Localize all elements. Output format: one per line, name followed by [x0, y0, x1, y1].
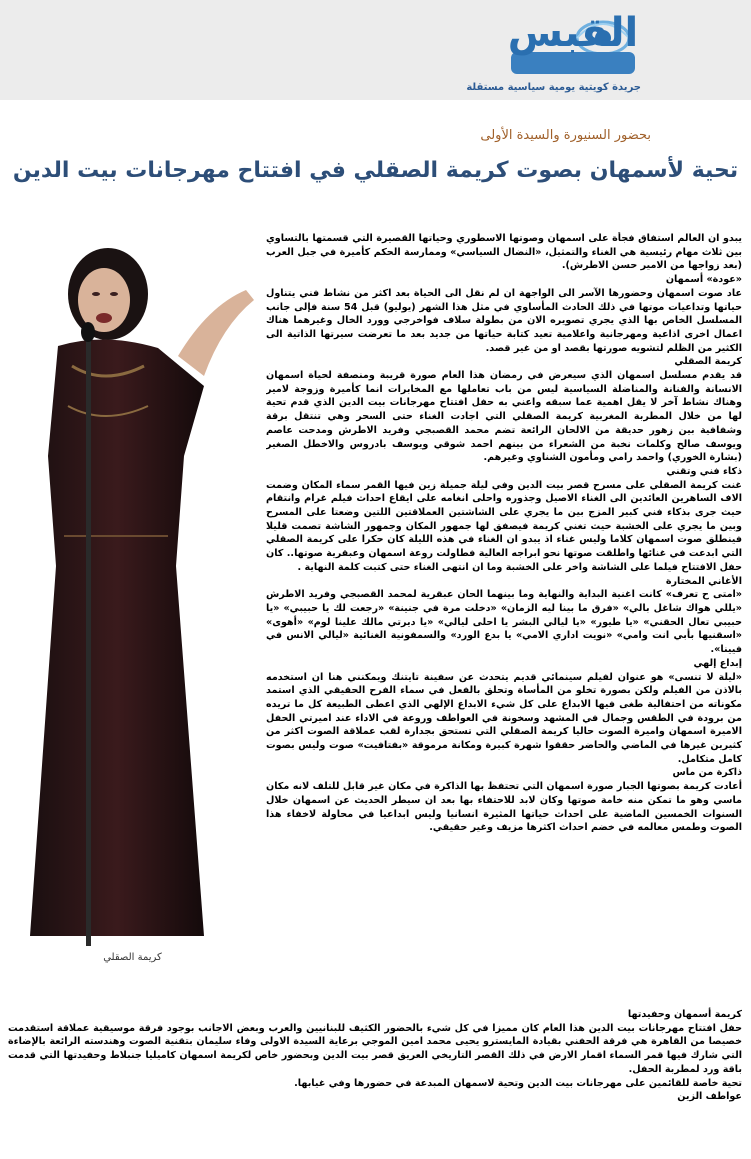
article-paragraph: تحية خاصة للقائمين على مهرجانات بيت الدين وتحية لاسمهان المبدعة في حضورها وفي غيابها.	[294, 1077, 742, 1089]
article-paragraph: غنت كريمة الصقلي على مسرح قصر بيت الدين وفي ليلة جميلة زين فيها القمر سماء المكان وضمت الاف الساهرين العائدين الى الغناء الاصيل وجذوره واحلى انغامه على ايقاع احداث فيلم غرام وانتقام حيث جرى بذكاء فني كبير المزج بين ما يجري على الشاشتين العملاقتين اللتين وضعتا على المسرح وبين ما يجري على الخشبة حيث تغني كريمة فيصفق لها جمهور المكان وجمهور الشاشة تصمت قليلا فينطلق صوت اسمهان كلاما وليس غناء اذ يبدو ان الغناء في هذه الليلة كان حكرا على كريمة الصقلي التي ابدعت في غنائها واطلقت صوتها نحو ابراجه العالية فطاولت روعة اسمهان وعبقرية صوتها.. كان حفل الافتتاح فيلما على الشاشة واخر على الخشبة وما ان انتهى الغناء حتى كتبت كلمة النهاية .	[266, 479, 742, 573]
article-paragraph: قد يقدم مسلسل اسمهان الذي سيعرض في رمضان هذا العام صورة قريبة ومنصفة لحياة اسمهان الانسانة والفنانة والمناضلة السياسية ليس من باب تعاملها مع المخابرات انما كأميرة وزوجة لامير وهناك نشاط آخر لا يقل اهمية عما سبقه واعني به حفل افتتاح مهرجانات بيت الدين الذي قدم تحية لها من خلال المطربة المغربية كريمة الصقلي التي اجادت الغناء حتى السحر وهي تنتقل برقة وشفافية بين زهور حديقة من الالحان الرائعة تضم محمد القصبجي وفريد الاطرش ومدحت عاصم ويوسف صالح وكلمات نخبة من الشعراء من بينهم احمد شوقي ويوسف بادروس والاخطل الصغير (بشارة الخوري) واحمد رامي ومأمون الشناوي وغيرهم.	[266, 370, 742, 464]
article-author: عواطف الزين	[677, 1091, 742, 1103]
article-paragraph: «ليلة لا تنسى» هو عنوان لفيلم سينمائي قديم يتحدث عن سفينة تايتنك ويمكنني هنا ان استخدمه بالاذن من الفيلم ولكن بصورة تخلو من المأساة وتحلق بالفعل في سماء الفرح الحقيقي الذي استمد مكوناته من احتفالية طغى فيها الابداع على كل شيء الابداع الإلهي الذي اعطى الطبيعة كل ما تريده من برودة في الطقس وجمال في المشهد وسخونة في العواطف وروعة في الاداء عند اميرتي الحفل الاميرة اسمهان واميرة الصوت حاليا كريمة الصقلي التي تستحق بجدارة لقب عملاقة الصوت اكثر من كثيرين غيرها في الماضي والحاضر حققوا شهرة كبيرة ومكانة مرموقة «بفتافيت» صوت وليس بصوت كامل متكامل.	[266, 671, 742, 765]
article-paragraph: «امتى ح تعرف» كانت اغنية البداية والنهاية وما بينهما الحان عبقرية لمحمد القصبجي وفريد الاطرش «يللي هواك شاغل بالي» «فرق ما بينا ليه الزمان» «دخلت مرة في جنينة» «رجعت لك يا حبيبي» «يا حبيبي تعال الحقني» «يا طيور» «يا ليالي البشر يا احلى ليالي» «يا ديرتي مالك علينا لوم» «أهوى» «اسقنيها بأبي انت وامي» «نويت اداري الامي» يا بدع الورد» والسمفونية الغنائية «ليالي الانس في فيينا».	[266, 589, 742, 656]
section-heading: كريمة أسمهان وحفيدتها	[627, 1009, 742, 1020]
article-paragraph: عاد صوت اسمهان وحضورها الآسر الى الواجهة ان لم نقل الى الحياة بعد اكثر من نشاط فني يتناول حياتها وتداعيات موتها في ذلك الحادث المأساوي في مثل هذا الشهر (يوليو) قبل 54 سنة فإلى جانب المسلسل الخاص بها الذي يجري تصويره الان من بطولة سلاف فواخرجي وورد الخال وغيرهما هناك اعمال اخرى اذاعية ومهرجانية واعلامية تعيد كتابة حياتها من جديد بعد ما تعرضت سيرتها الذاتية الى الكثير من الظلم لتشويه صورتها بقصد او من غير قصد.	[266, 287, 742, 354]
article-body-full-width	[8, 1008, 742, 1104]
singer-figure-icon	[8, 236, 257, 946]
section-heading: كريمة الصقلي	[674, 356, 742, 368]
section-heading: الأغاني المختارة	[665, 575, 742, 587]
article-paragraph: أعادت كريمة بصوتها الجبار صورة اسمهان التي تحتفظ بها الذاكرة في مكان غير قابل للتلف لانه مكان ماسي وهو ما تمكن منه خامة صوتها وكان لابد للاحتفاء بها بعد ان سيطر الحديث عن اسمهان خلال السنوات الخمسين الماضية على احداث حياتها المثيرة انسانيا وليس ابداعيا في محاولة لاخفاء هذا الصوت وطمس معالمه في خضم احداث اكثرها مزيف وغير حقيقي.	[266, 781, 742, 834]
masthead-tagline: جريدة كويتية يومية سياسية مستقلة	[466, 82, 641, 93]
photo-caption: كريمة الصقلي	[103, 952, 162, 963]
logo-wordmark: القبس	[507, 10, 639, 56]
article-body	[266, 232, 742, 1140]
singer-photo	[8, 236, 257, 946]
article-paragraph: يبدو ان العالم استفاق فجأة على اسمهان وصوتها الاسطوري وحياتها القصيرة التي قسمتها بالتساوي بين ثلاث مهام رئيسية هي الغناء والتمثيل، «النضال السياسي» وممارسة الحكم كأميرة في جبل العرب (بعد زواجها من الامير حسن الاطرش).	[266, 233, 742, 272]
section-heading: ذكاء فني وتقني	[666, 465, 742, 477]
section-heading: «عودة» أسمهان	[665, 274, 742, 286]
article-subhead: بحضور السنيورة والسيدة الأولى	[480, 128, 651, 143]
article-headline: تحية لأسمهان بصوت كريمة الصقلي في افتتاح مهرجانات بيت الدين	[12, 158, 739, 183]
section-heading: ذاكرة من ماس	[672, 767, 742, 779]
masthead	[0, 0, 751, 100]
article-paragraph: حفل افتتاح مهرجانات بيت الدين هذا العام كان مميزا في كل شيء بالحضور الكثيف للبنانيين والعرب وبعض الاجانب بوجود فرقة موسيقية عملاقة استقدمت خصيصا من القاهرة هي فرقة الحفني بقيادة المايسترو يحيى محمد امين الموجي برعاية السيدة الاولى وفاء سليمان بتقنية الصوت وهندسته الرائعة بالإضاءة التي شارك فيها قمر السماء اقمار الارض في ذلك القصر التاريخي العريق قصر بيت الدين وبحضور خاص لكريمة اسمهان كاميليا جنبلاط وحفيدتها التي قدمت باقة ورد لمطربة الحفل.	[8, 1022, 742, 1075]
section-heading: إبداع إلهي	[693, 657, 742, 669]
newspaper-logo[interactable]	[503, 8, 643, 88]
